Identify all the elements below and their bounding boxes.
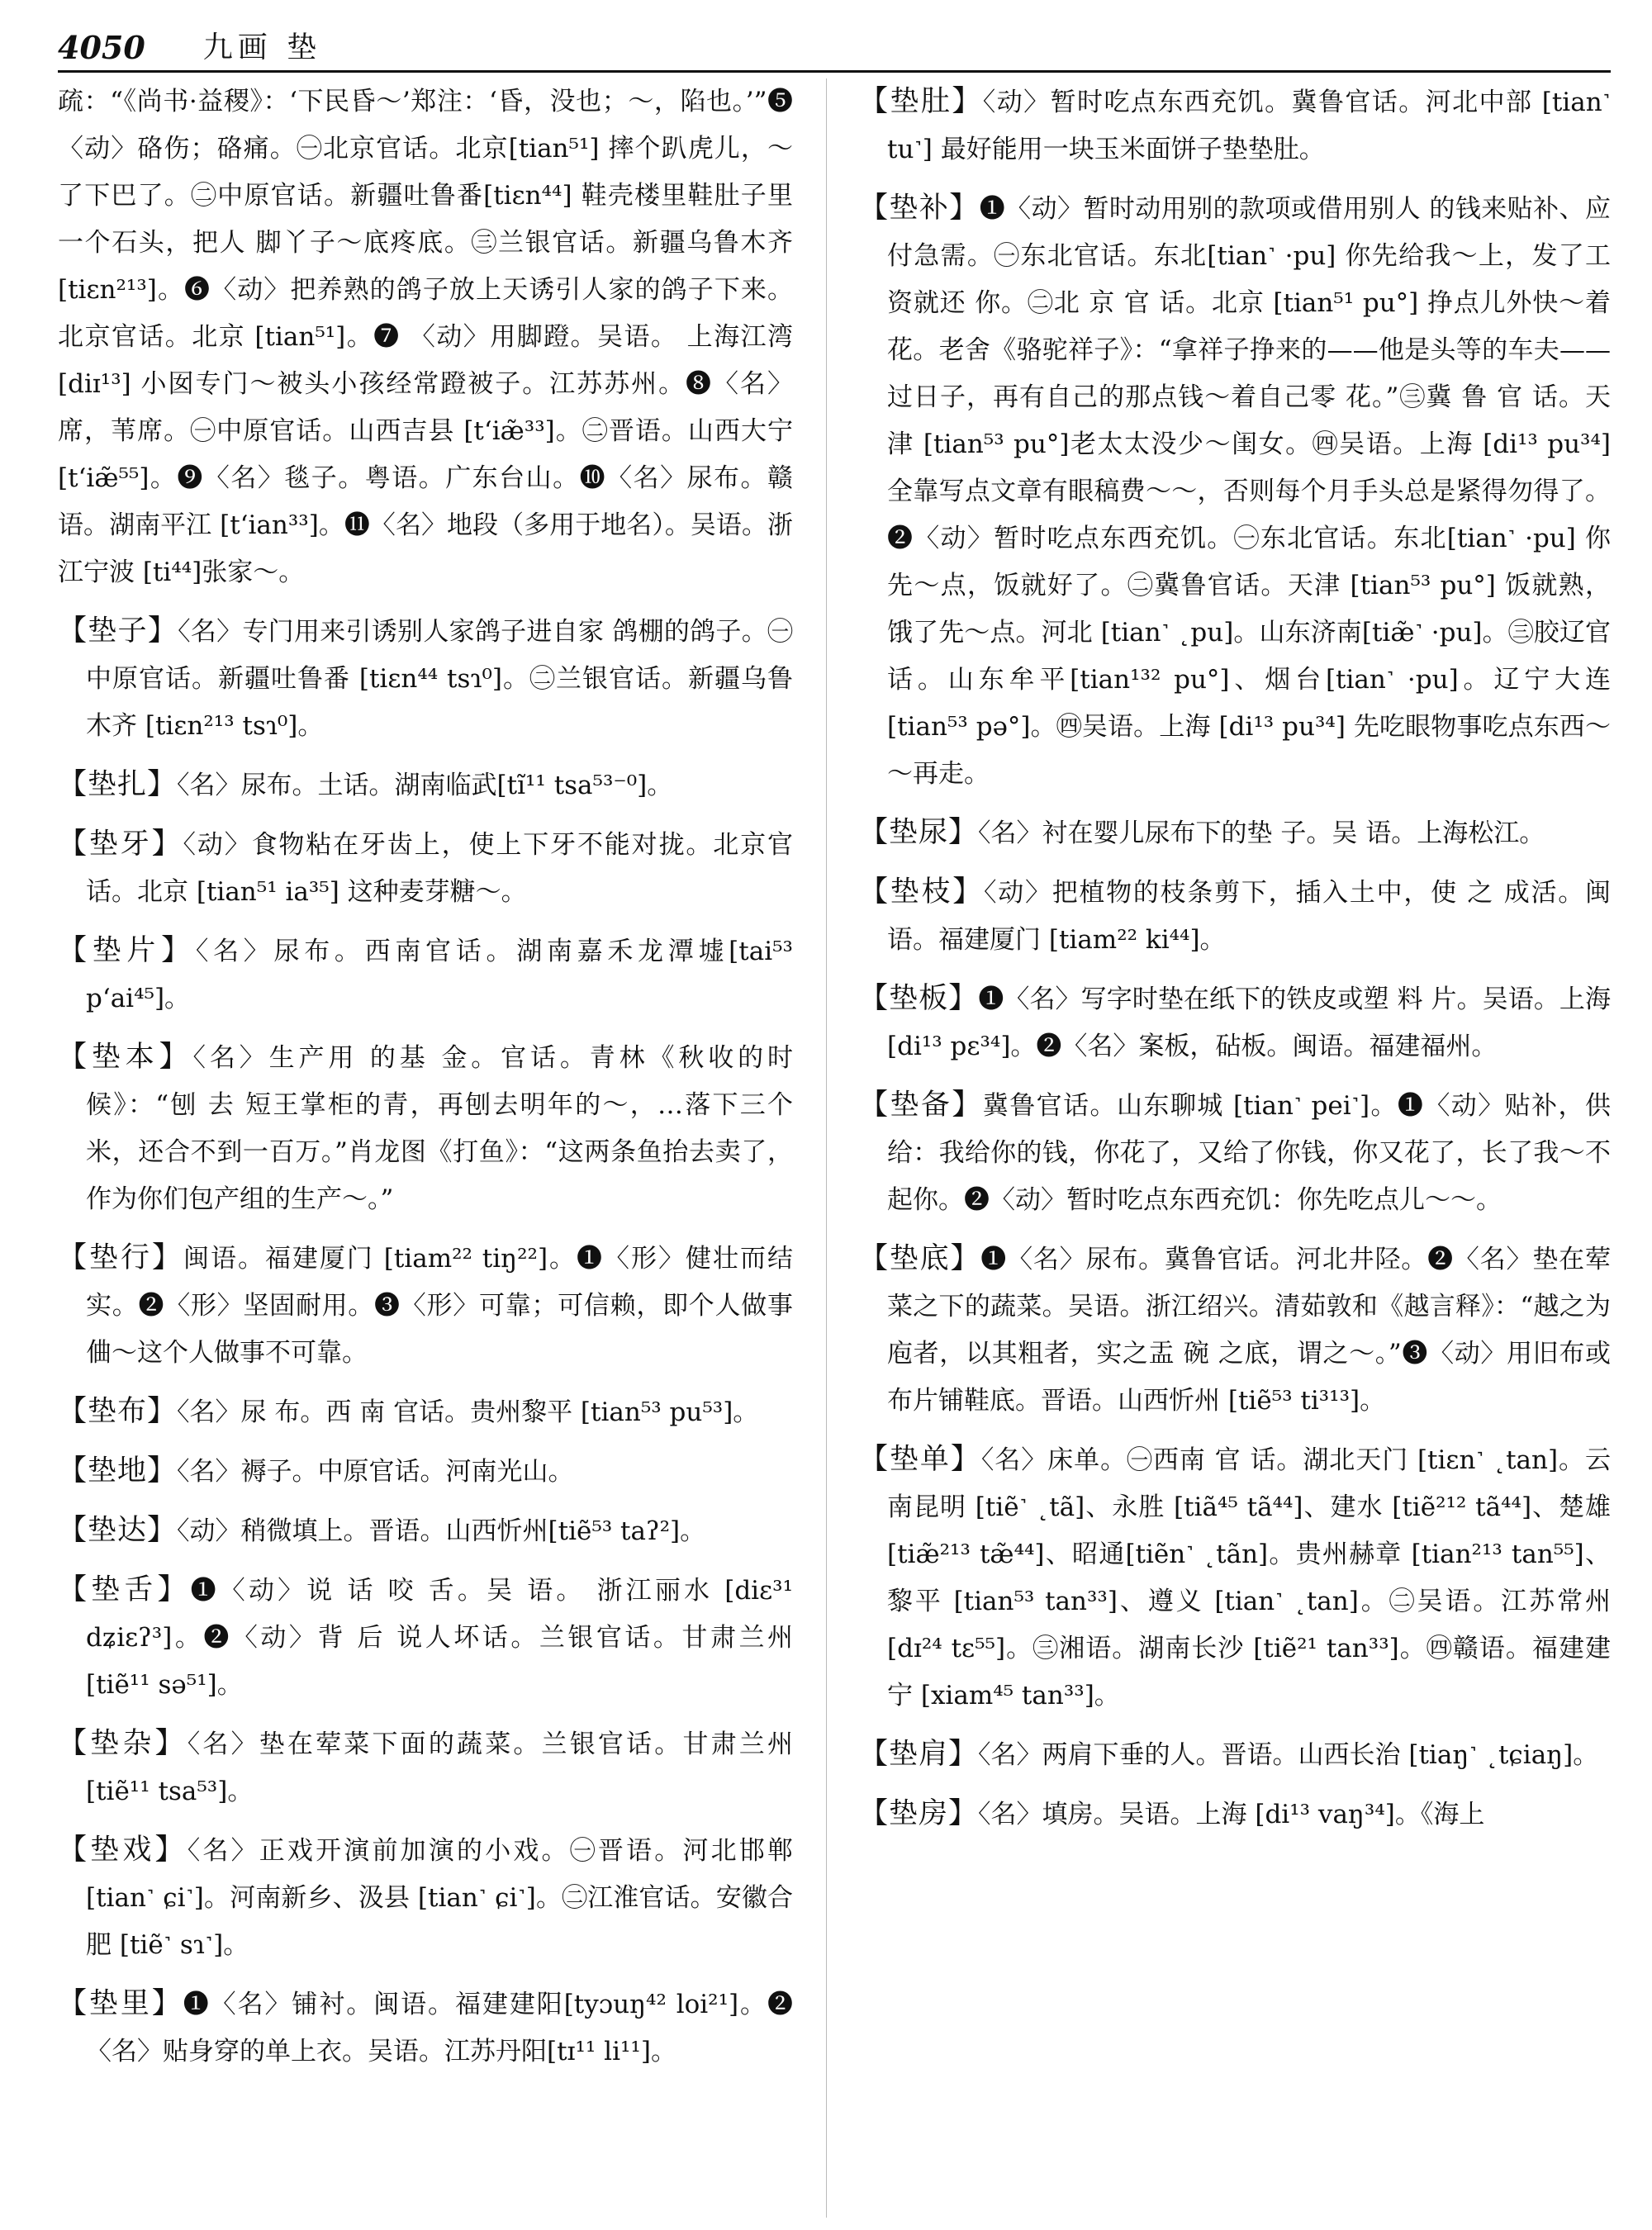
entry-headword: 【垫枝】 — [859, 875, 984, 909]
dictionary-entry — [58, 78, 793, 596]
entry-text: ❶〈名〉写字时垫在纸下的铁皮或塑 料 片。吴语。上海 [di¹³ pɛ³⁴]。❷〈名〉案板，砧板。闽语。福建福州。 — [887, 985, 1611, 1061]
dictionary-entry — [58, 1827, 793, 1969]
entry-text: 闽语。福建厦门 [tiam²² tiŋ²²]。❶〈形〉健壮而结实。❷〈形〉坚固耐用。❸〈形〉可靠；可信赖，即个人做事㑋～这个人做事不可靠。 — [86, 1244, 793, 1368]
entry-text: 〈名〉生产用 的基 金。官话。青林《秋收的时候》：“刨 去 短王掌柜的青，再刨去明年的～，…落下三个米，还合不到一百万。”肖龙图《打鱼》：“这两条鱼抬去卖了，作为你们包产组的生产～。” — [86, 1043, 793, 1214]
entry-text: 疏：“《尚书·益稷》：‘下民昏～’郑注：‘昏，没也；～，陷也。’”❺〈动〉硌伤；硌痛。㊀北京官话。北京[tian⁵¹] 摔个趴虎儿，～了下巴了。㊁中原官话。新疆吐鲁番[tiɛn⁴⁴] 鞋壳楼里鞋肚子里一个石头，把人 脚丫子～底疼底。㊂兰银官话。新疆乌鲁木齐[tiɛn²¹³]。❻〈动〉把养熟的鸽子放上天诱引人家的鸽子下来。北京官话。北京 [tian⁵¹]。❼ 〈动〉用脚蹬。吴语。 上海江湾 [diɪ¹³] 小囡专门～被头小孩经常蹬被子。江苏苏州。❽〈名〉席，苇席。㊀中原官话。山西吉县 [tʻiæ̃³³]。㊁晋语。山西大宁 [tʻiæ̃⁵⁵]。❾〈名〉毯子。粤语。广东台山。❿〈名〉尿布。赣语。湖南平江 [tʻian³³]。⓫〈名〉地段（多用于地名）。吴语。浙江宁波 [ti⁴⁴]张家～。 — [58, 87, 793, 587]
entry-headword: 【垫底】 — [859, 1242, 981, 1275]
entry-text: 〈名〉褥子。中原官话。河南光山。 — [177, 1457, 574, 1487]
entry-headword: 【垫子】 — [58, 614, 178, 648]
entry-text: ❶〈动〉暂时动用别的款项或借用别人 的钱来贴补、应付急需。㊀东北官话。东北[tian˺ ·pu] 你先给我～上，发了工资就还 你。㊁北 京 官 话。北京 [tian⁵¹ pu°] 挣点儿外快～着花。老舍《骆驼祥子》：“拿祥子挣来的——他是头等的车夫——过日子，再有自己的那点钱～着自己零 花。”㊂冀 鲁 官 话。天津 [tian⁵³ pu°]老太太没少～闺女。㊃吴语。上海 [di¹³ pu³⁴] 全靠写点文章有眼稿费～～，否则每个月手头总是紧得勿得了。❷〈动〉暂时吃点东西充饥。㊀东北官话。东北[tian˺ ·pu] 你先～点，饭就好了。㊁冀鲁官话。天津 [tian⁵³ pu°] 饭就熟，饿了先～点。河北 [tian˺ ˛pu]。山东济南[tiæ̃˺ ·pu]。㊂胶辽官话。山东牟平[tian¹³² pu°]、烟台[tian˺ ·pu]。辽宁大连 [tian⁵³ pə°]。㊃吴语。上海 [di¹³ pu³⁴] 先吃眼物事吃点东西～～再走。 — [887, 194, 1611, 789]
entry-headword: 【垫尿】 — [859, 816, 979, 849]
entry-text: 冀鲁官话。山东聊城 [tian˺ pei˺]。❶〈动〉贴补，供给：我给你的钱，你花了，又给了你钱，你又花了，长了我～不起你。❷〈动〉暂时吃点东西充饥：你先吃点儿～～。 — [887, 1091, 1611, 1215]
page-header — [58, 18, 1611, 66]
dictionary-entry — [58, 1981, 793, 2076]
dictionary-entry — [58, 1235, 793, 1377]
entry-text: 〈名〉填房。吴语。上海 [di¹³ vaŋ³⁴]。《海上 — [978, 1800, 1485, 1829]
entry-text: 〈名〉垫在荤菜下面的蔬菜。兰银官话。甘肃兰州 [tiẽ¹¹ tsa⁵³]。 — [86, 1729, 793, 1806]
dictionary-entry — [58, 1567, 793, 1709]
right-column — [859, 78, 1611, 2218]
dictionary-entry — [859, 78, 1611, 173]
entry-text: ❶〈名〉尿布。冀鲁官话。河北井陉。❷〈名〉垫在荤菜之下的蔬菜。吴语。浙江绍兴。清茹敦和《越言释》：“越之为庖者，以其粗者，实之盂 碗 之底，谓之～。”❸〈动〉用旧布或布片铺鞋底。晋语。山西忻州 [tiẽ⁵³ ti³¹³]。 — [887, 1245, 1611, 1416]
entry-headword: 【垫戏】 — [58, 1834, 188, 1867]
entry-headword: 【垫备】 — [859, 1089, 983, 1122]
entry-text: 〈名〉衬在婴儿尿布下的垫 子。吴 语。上海松江。 — [978, 818, 1545, 848]
entry-headword: 【垫肩】 — [859, 1738, 979, 1771]
entry-headword: 【垫达】 — [58, 1514, 178, 1547]
dictionary-entry — [859, 1731, 1611, 1779]
entry-headword: 【垫行】 — [58, 1241, 183, 1274]
dictionary-entry — [58, 1448, 793, 1496]
entry-headword: 【垫舌】 — [58, 1573, 191, 1606]
entry-text: 〈名〉尿布。西南官话。湖南嘉禾龙潭墟[tai⁵³ pʻai⁴⁵]。 — [86, 937, 793, 1013]
entry-text: 〈名〉两肩下垂的人。晋语。山西长治 [tiaŋ˺ ˛tɕiaŋ]。 — [978, 1740, 1599, 1770]
dictionary-entry — [859, 1082, 1611, 1224]
entry-headword: 【垫牙】 — [58, 828, 183, 861]
left-column — [58, 78, 793, 2218]
section-title: 九画 垫 — [202, 31, 322, 64]
entry-text: ❶〈动〉说 话 咬 舌。吴 语。 浙江丽水 [diɛ³¹ dʑiɛʔ³]。❷〈动〉背 后 说人坏话。兰银官话。甘肃兰州 [tiẽ¹¹ sə⁵¹]。 — [86, 1576, 793, 1700]
dictionary-entry — [58, 762, 793, 809]
entry-text: 〈动〉把植物的枝条剪下，插入土中，使 之 成活。闽语。福建厦门 [tiam²² ki⁴⁴]。 — [887, 878, 1611, 955]
header-rule — [58, 70, 1611, 73]
dictionary-entry — [859, 869, 1611, 964]
dictionary-entry — [859, 975, 1611, 1070]
dictionary-entry — [58, 1388, 793, 1436]
entry-headword: 【垫单】 — [859, 1443, 981, 1476]
entry-headword: 【垫补】 — [859, 192, 980, 225]
dictionary-entry — [859, 185, 1611, 798]
dictionary-entry — [859, 809, 1611, 857]
entry-headword: 【垫肚】 — [859, 85, 983, 118]
dictionary-entry — [58, 608, 793, 750]
entry-text: 〈名〉床单。㊀西南 官 话。湖北天门 [tiɛn˺ ˛tan]。云南昆明 [tiẽ˺ ˛tã]、永胜 [tiã⁴⁵ tã⁴⁴]、建水 [tiẽ²¹² tã⁴⁴]、楚雄 [tiæ̃²¹³ tæ̃⁴⁴]、昭通[tiẽn˺ ˛tãn]。贵州赫章 [tian²¹³ tan⁵⁵]、黎平 [tian⁵³ tan³³]、遵义 [tian˺ ˛tan]。㊁吴语。江苏常州 [dɪ²⁴ tɛ⁵⁵]。㊂湘语。湖南长沙 [tiẽ²¹ tan³³]。㊃赣语。福建建宁 [xiam⁴⁵ tan³³]。 — [887, 1445, 1611, 1710]
entry-headword: 【垫杂】 — [58, 1727, 188, 1760]
dictionary-entry — [58, 1034, 793, 1223]
entry-text: ❶〈名〉铺衬。闽语。福建建阳[tyɔuŋ⁴² loi²¹]。❷〈名〉贴身穿的单上衣。吴语。江苏丹阳[tɪ¹¹ li¹¹]。 — [86, 1990, 793, 2066]
dictionary-entry — [58, 928, 793, 1022]
entry-headword: 【垫房】 — [859, 1797, 979, 1830]
entry-headword: 【垫本】 — [58, 1041, 193, 1074]
dictionary-entry — [859, 1791, 1611, 1839]
entry-headword: 【垫里】 — [58, 1987, 183, 2020]
dictionary-entry — [58, 821, 793, 916]
entry-text: 〈动〉食物粘在牙齿上，使上下牙不能对拢。北京官话。北京 [tian⁵¹ ia³⁵] 这种麦芽糖～。 — [86, 830, 793, 907]
dictionary-entry — [58, 1507, 793, 1555]
entry-text: 〈名〉尿 布。西 南 官话。贵州黎平 [tian⁵³ pu⁵³]。 — [177, 1397, 759, 1427]
entry-text: 〈名〉专门用来引诱别人家鸽子进自家 鸽棚的鸽子。㊀中原官话。新疆吐鲁番 [tiɛn⁴⁴ tsɿ⁰]。㊁兰银官话。新疆乌鲁木齐 [tiɛn²¹³ tsɿ⁰]。 — [86, 617, 793, 741]
entry-text: 〈动〉暂时吃点东西充饥。冀鲁官话。河北中部 [tian˺ tu˺] 最好能用一块玉米面饼子垫垫肚。 — [887, 88, 1611, 164]
dictionary-entry — [859, 1236, 1611, 1425]
column-divider — [826, 78, 827, 2218]
entry-text: 〈名〉尿布。土话。湖南临武[tĩ¹¹ tsa⁵³⁻⁰]。 — [177, 771, 673, 800]
entry-headword: 【垫扎】 — [58, 768, 178, 801]
entry-text: 〈名〉正戏开演前加演的小戏。㊀晋语。河北邯郸 [tian˺ ɕi˺]。河南新乡、汲县 [tian˺ ɕi˺]。㊁江淮官话。安徽合肥 [tiẽ˺ sɿ˺]。 — [86, 1836, 793, 1960]
entry-headword: 【垫板】 — [859, 982, 979, 1015]
dictionary-entry — [58, 1720, 793, 1815]
entry-text: 〈动〉稍微填上。晋语。山西忻州[tiẽ⁵³ taʔ²]。 — [177, 1516, 706, 1546]
dictionary-entry — [859, 1436, 1611, 1720]
page-number: 4050 — [58, 29, 145, 66]
entry-headword: 【垫地】 — [58, 1454, 178, 1487]
entry-headword: 【垫片】 — [58, 934, 196, 967]
entry-headword: 【垫布】 — [58, 1395, 178, 1428]
